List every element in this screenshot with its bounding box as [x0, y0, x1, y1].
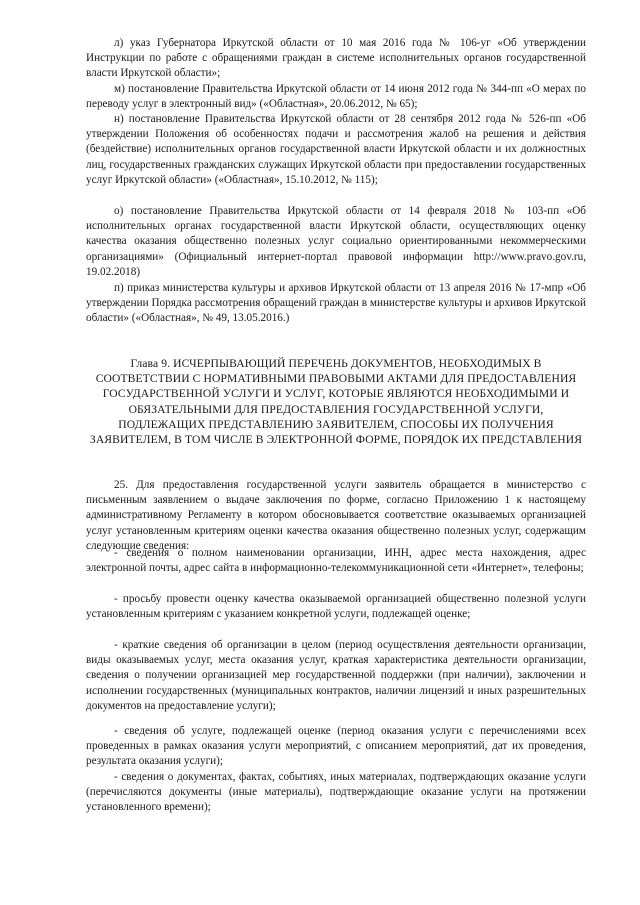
paragraph-m: м) постановление Правительства Иркутской области от 14 июня 2012 года № 344-пп «О мерах по переводу услуг в электронный вид» («Областная», 20.06.2012, № 65); — [86, 83, 586, 111]
list-item-evidence-documents: - сведения о документах, фактах, событиях, иных материалах, подтверждающих оказание услуги (перечисляются документы (иные материалы), подтверждающие оказание услуги на протяжении установленного времени); — [86, 771, 586, 814]
list-item-assessment-request: - просьбу провести оценку качества оказываемой организацией общественно полезной услуги установленным критериям с указанием конкретной услуги, подлежащей оценке; — [86, 593, 586, 621]
list-item-name-info: - сведения о полном наименовании организации, ИНН, адрес места нахождения, адрес электронной почты, адрес сайта в информационно-телекоммуникационной сети «Интернет», телефоны; — [86, 547, 586, 575]
paragraph-l: л) указ Губернатора Иркутской области от 10 мая 2016 года № 106-уг «Об утверждении Инструкции по работе с обращениями граждан в системе исполнительных органов государственной власти Иркутской области»; — [86, 37, 586, 80]
list-item-service-info: - сведения об услуге, подлежащей оценке (период оказания услуги с перечислениями всех проведенных в рамках оказания услуги мероприятий, с описанием мероприятий, дат их проведения, результата оказания услуги); — [86, 725, 586, 768]
list-item-organization-summary: - краткие сведения об организации в целом (период осуществления деятельности организации, виды оказываемых услуг, места оказания услуг, краткая характеристика деятельности организации, сведения о получении организацией мер государственной поддержки (при наличии), заключении и исполнении государственных (муниципальных контрактов, наличии лицензий и иных разрешительных документов на предоставление услуги); — [86, 639, 586, 712]
paragraph-p: п) приказ министерства культуры и архивов Иркутской области от 13 апреля 2016 № 17-мпр «Об утверждении Порядка рассмотрения обращений граждан в министерстве культуры и архивов Иркутской области» («Областная», № 49, 13.05.2016.) — [86, 282, 586, 325]
paragraph-n: н) постановление Правительства Иркутской области от 28 сентября 2012 года № 526-пп «Об утверждении Положения об особенностях подачи и рассмотрения жалоб на решения и действия (бездействие) исполнительных органов государственной власти Иркутской области и их должностных лиц, государственных гражданских служащих Иркутской области при предоставлении государственных услуг Иркутской области» («Областная», 15.10.2012, № 115); — [86, 113, 586, 186]
paragraph-25: 25. Для предоставления государственной услуги заявитель обращается в министерство с письменным заявлением о выдаче заключения по форме, согласно Приложению 1 к настоящему административному Регламенту в котором обосновывается соответствие оказываемых организацией услуг установленным критериям оценки качества оказания общественно полезных услуг, содержащим следующие сведения: — [86, 479, 586, 552]
paragraph-o: о) постановление Правительства Иркутской области от 14 февраля 2018 № 103-пп «Об исполнительных органах государственной власти Иркутской области, осуществляющих оценку качества оказания общественно полезных услуг социально ориентированными некоммерческими организациями» (Официальный интернет-портал правовой информации http://www.pravo.gov.ru, 19.02.2018) — [86, 205, 586, 278]
chapter-heading: Глава 9. ИСЧЕРПЫВАЮЩИЙ ПЕРЕЧЕНЬ ДОКУМЕНТОВ, НЕОБХОДИМЫХ В СООТВЕТСТВИИ С НОРМАТИВНЫМИ ПРАВОВЫМИ АКТАМИ ДЛЯ ПРЕДОСТАВЛЕНИЯ ГОСУДАРСТВЕННОЙ УСЛУГИ И УСЛУГ, КОТОРЫЕ ЯВЛЯЮТСЯ НЕОБХОДИМЫМИ И ОБЯЗАТЕЛЬНЫМИ ДЛЯ ПРЕДОСТАВЛЕНИЯ ГОСУДАРСТВЕННОЙ УСЛУГИ, ПОДЛЕЖАЩИХ ПРЕДСТАВЛЕНИЮ ЗАЯВИТЕЛЕМ, СПОСОБЫ ИХ ПОЛУЧЕНИЯ ЗАЯВИТЕЛЕМ, В ТОМ ЧИСЛЕ В ЭЛЕКТРОННОЙ ФОРМЕ, ПОРЯДОК ИХ ПРЕДСТАВЛЕНИЯ — [89, 357, 583, 447]
